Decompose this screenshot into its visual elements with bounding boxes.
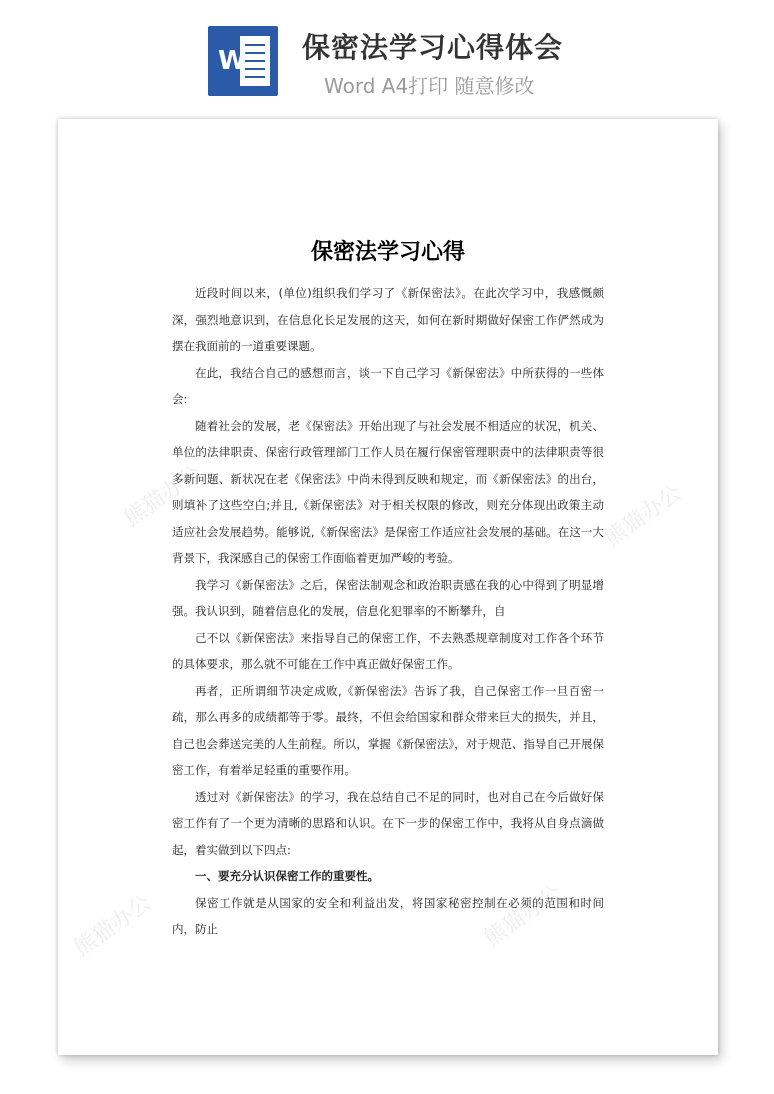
document-body: [172, 280, 604, 943]
paragraph: 在此，我结合自己的感想而言，谈一下自己学习《新保密法》中所获得的一些体会:: [172, 365, 604, 406]
paragraph: 保密工作就是从国家的安全和利益出发，将国家秘密控制在必须的范围和时间内，防止: [172, 895, 604, 936]
watermark: 熊猫办公: [599, 480, 687, 552]
paragraph: 再者，正所谓细节决定成败,《新保密法》告诉了我，自己保密工作一旦百密一疏，那么再多的成绩都等于零。最终，不但会给国家和群众带来巨大的损失，并且，自己也会葬送完美的人生前程。所以，掌握《新保密法》，对于规范、指导自己开展保密工作，有着举足轻重的重要作用。: [172, 683, 604, 777]
word-icon-letter: W: [218, 46, 247, 76]
document-header: [0, 0, 774, 118]
watermark: 熊猫办公: [69, 890, 157, 962]
paragraph: 近段时间以来，(单位)组织我们学习了《新保密法》。在此次学习中，我感慨颇深，强烈地意识到，在信息化长足发展的这天，如何在新时期做好保密工作俨然成为摆在我面前的一道重要课题。: [172, 286, 604, 353]
header-title: 保密法学习心得体会: [302, 31, 564, 64]
section-heading: 一、要充分认识保密工作的重要性。: [195, 869, 379, 883]
paragraph: 随着社会的发展，老《保密法》开始出现了与社会发展不相适应的状况，机关、单位的法律职责、保密行政管理部门工作人员在履行保密管理职责中的法律职责等很多新问题、新状况在老《保密法》中尚未得到反映和规定，而《新保密法》的出台，则填补了这些空白;并且,《新保密法》对于相关权限的修改，则充分体现出政策主动适应社会发展趋势。能够说,《新保密法》是保密工作适应社会发展的基础。在这一大背景下，我深感自己的保密工作面临着更加严峻的考验。: [172, 418, 604, 565]
paragraph: 我学习《新保密法》之后，保密法制观念和政治职责感在我的心中得到了明显增强。我认识到，随着信息化的发展，信息化犯罪率的不断攀升，自: [172, 577, 604, 618]
paragraph: 透过对《新保密法》的学习，我在总结自己不足的同时，也对自己在今后做好保密工作有了一个更为清晰的思路和认识。在下一步的保密工作中，我将从自身点滴做起，着实做到以下四点:: [172, 789, 604, 857]
watermark: 熊猫办公: [119, 460, 207, 532]
document-title: 保密法学习心得: [310, 240, 465, 265]
word-icon: [208, 26, 278, 96]
document-page: [58, 119, 718, 1055]
header-subtitle: Word A4打印 随意修改: [324, 74, 535, 98]
paragraph: 己不以《新保密法》来指导自己的保密工作，不去熟悉规章制度对工作各个环节的具体要求，那么就不可能在工作中真正做好保密工作。: [172, 630, 604, 671]
watermark: 熊猫办公: [479, 880, 567, 952]
